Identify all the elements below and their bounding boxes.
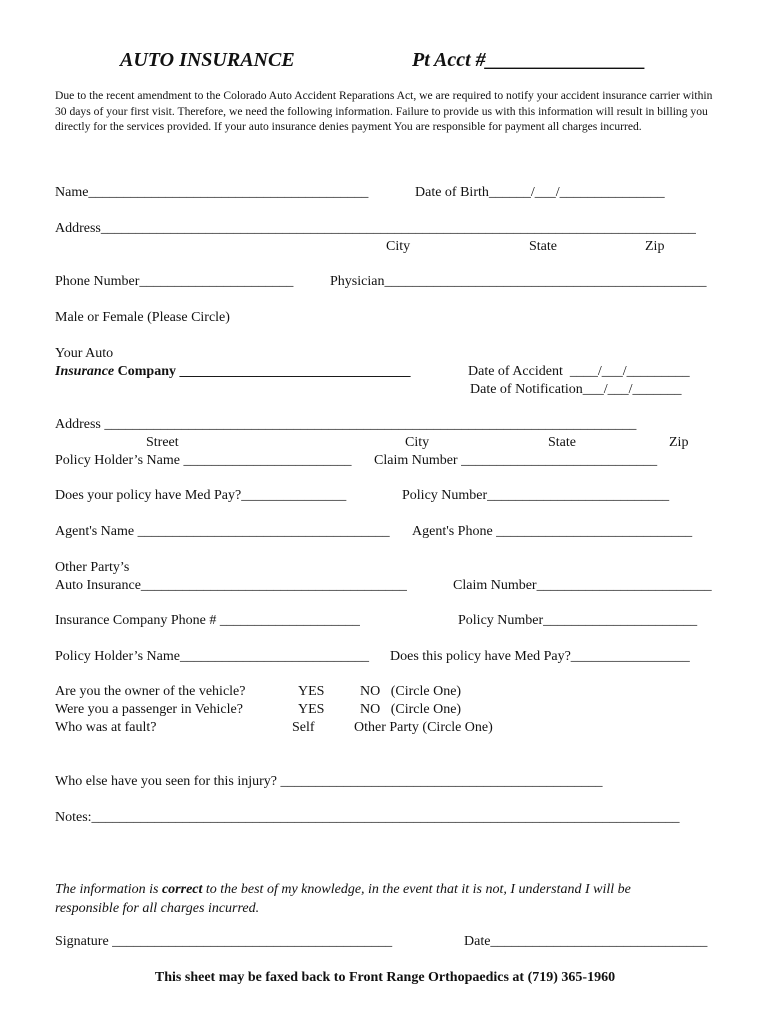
attest-pre: The information is — [55, 882, 162, 897]
notes-field[interactable]: Notes:____________________________________________________________________________________ — [55, 810, 680, 825]
fault-self-option[interactable]: Self — [292, 720, 315, 735]
street-label: Street — [146, 435, 179, 450]
signature-date-field[interactable]: Date_______________________________ — [464, 934, 708, 949]
question-owner: Are you the owner of the vehicle? — [55, 684, 246, 699]
owner-yes-option[interactable]: YES — [298, 684, 325, 699]
owner-no-option[interactable]: NO (Circle One) — [360, 684, 462, 699]
insurance-word: Insurance — [55, 364, 115, 379]
attestation-statement — [55, 880, 695, 918]
seen-others-field[interactable]: Who else have you seen for this injury? ______________________________________________ — [55, 774, 603, 789]
insurance-company-phone-field[interactable]: Insurance Company Phone # ____________________ — [55, 613, 360, 628]
claim-number-field[interactable]: Claim Number ____________________________ — [374, 453, 658, 468]
signature-field[interactable]: Signature ________________________________________ — [55, 934, 393, 949]
address-field[interactable]: Address_____________________________________________________________________________________ — [55, 221, 696, 236]
other-party-holder-field[interactable]: Policy Holder’s Name___________________________ — [55, 649, 369, 664]
policy-holder-name-field[interactable]: Policy Holder’s Name ________________________ — [55, 453, 352, 468]
account-number-field[interactable]: Pt Acct #________________ — [412, 49, 646, 71]
question-passenger: Were you a passenger in Vehicle? — [55, 702, 243, 717]
your-auto-label: Your Auto — [55, 346, 114, 361]
insurance-state-label: State — [548, 435, 576, 450]
name-field[interactable]: Name________________________________________ — [55, 185, 369, 200]
fault-other-party-option[interactable]: Other Party (Circle One) — [354, 720, 493, 735]
fax-footer: This sheet may be faxed back to Front Range Orthopaedics at (719) 365-1960 — [154, 970, 616, 985]
policy-number-field[interactable]: Policy Number__________________________ — [402, 488, 670, 503]
intro-paragraph: Due to the recent amendment to the Colorado Auto Accident Reparations Act, we are required to notify your accident insurance carrier within 30 days of your first visit. Therefore, we need the following information. Failure to provide us with this information will result in billing you directly for the services provided. If your auto insurance denies payment You are responsible for payment all charges incurred. — [55, 89, 713, 133]
company-label: Company _________________________________ — [114, 364, 411, 379]
insurance-address-field[interactable]: Address ____________________________________________________________________________ — [55, 417, 637, 432]
attest-correct: correct — [161, 882, 203, 897]
other-party-label: Other Party’s — [55, 560, 130, 575]
state-label: State — [529, 239, 557, 254]
zip-label: Zip — [645, 239, 665, 254]
form-title: AUTO INSURANCE — [120, 49, 295, 71]
agent-phone-field[interactable]: Agent's Phone ____________________________ — [412, 524, 693, 539]
date-of-notification-field[interactable]: Date of Notification___/___/_______ — [470, 382, 682, 397]
date-of-accident-field[interactable]: Date of Accident ____/___/_________ — [468, 364, 690, 379]
insurance-city-label: City — [405, 435, 430, 450]
insurance-company-field[interactable] — [55, 364, 411, 380]
other-party-med-pay-field[interactable]: Does this policy have Med Pay?_________________ — [390, 649, 690, 664]
other-party-claim-field[interactable]: Claim Number_________________________ — [453, 578, 712, 593]
passenger-yes-option[interactable]: YES — [298, 702, 325, 717]
med-pay-field[interactable]: Does your policy have Med Pay?_______________ — [55, 488, 347, 503]
gender-field[interactable]: Male or Female (Please Circle) — [55, 310, 230, 325]
agent-name-field[interactable]: Agent's Name ____________________________________ — [55, 524, 390, 539]
phone-field[interactable]: Phone Number______________________ — [55, 274, 294, 289]
city-label: City — [386, 239, 411, 254]
question-fault: Who was at fault? — [55, 720, 157, 735]
passenger-no-option[interactable]: NO (Circle One) — [360, 702, 462, 717]
attest-post: to the best of my knowledge, in the event that it is not, I understand I will be responsible for all charges incurred. — [55, 882, 631, 916]
dob-field[interactable]: Date of Birth______/___/_______________ — [415, 185, 665, 200]
physician-field[interactable]: Physician______________________________________________ — [330, 274, 707, 289]
insurance-zip-label: Zip — [669, 435, 689, 450]
other-party-insurance-field[interactable]: Auto Insurance______________________________________ — [55, 578, 407, 593]
other-party-policy-number-field[interactable]: Policy Number______________________ — [458, 613, 698, 628]
